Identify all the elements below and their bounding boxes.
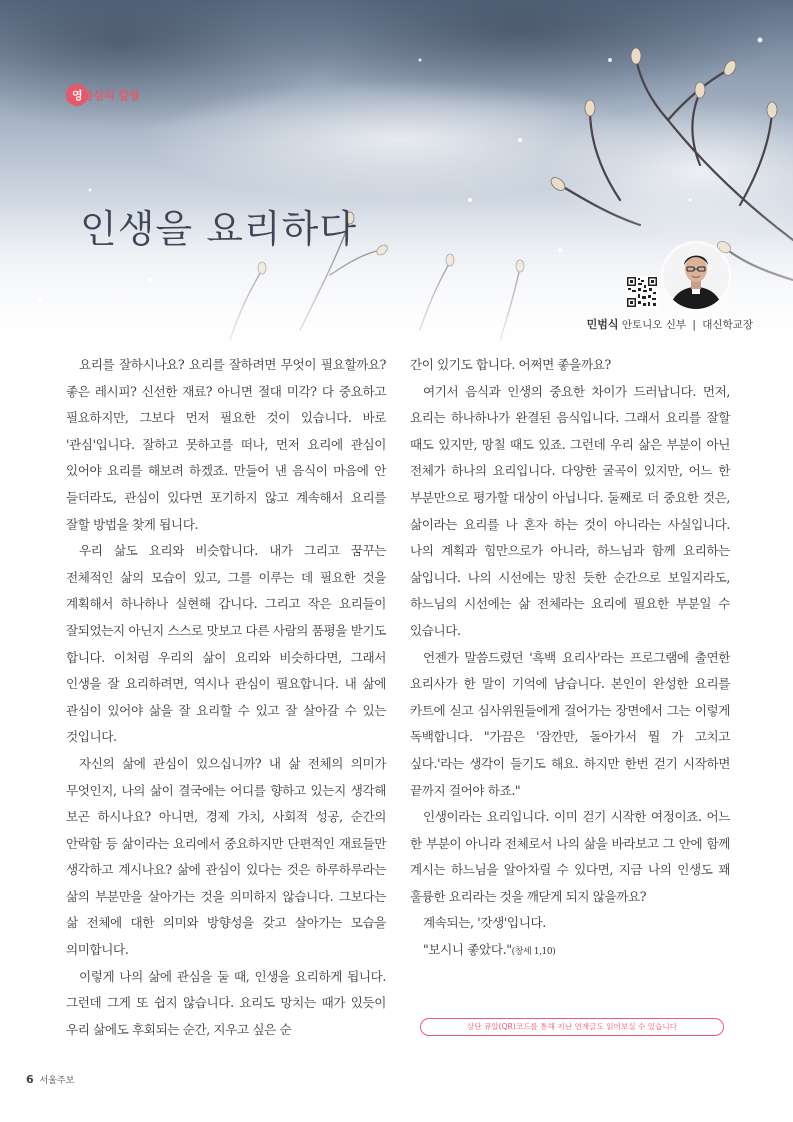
paragraph: 계속되는, '갓생'입니다.	[423, 915, 546, 931]
author-portrait-illustration	[663, 243, 729, 309]
article-column-right	[410, 352, 730, 966]
publication-name: 서울주보	[39, 1076, 75, 1086]
verse-reference: (창세 1,10)	[511, 947, 556, 958]
author-separator: |	[692, 319, 696, 331]
paragraph: 우리 삶도 요리와 비슷합니다. 내가 그리고 꿈꾸는 전체적인 삶의 모습이 있고, 그를 이루는 데 필요한 것을 계획해서 하나하나 실현해 갑니다. 그리고 작은 요리들이 잘되었는지 아닌지 스스로 맛보고 다른 사람의 품평을 받기도 합니다. 이처럼 우리의 삶이 요리와 비슷하다면, 그래서 인생을 잘 요리하려면, 역시나 관심이 필요합니다. 내 삶에 관심이 있어야 삶을 잘 요리할 수 있고 잘 살아갈 수 있는 것입니다.	[66, 543, 386, 745]
paragraph: 여기서 음식과 인생의 중요한 차이가 드러납니다. 먼저, 요리는 하나하나가 완결된 음식입니다. 그래서 요리를 잘할 때도 있지만, 망칠 때도 있죠. 그런데 우리 삶은 부분이 아닌 전체가 하나의 요리입니다. 다양한 굴곡이 있지만, 어느 한 부분만으로 평가할 대상이 아닙니다. 둘째로 더 중요한 것은, 삶이라는 요리를 나 혼자 하는 것이 아니라는 사실입니다. 나의 계획과 힘만으로가 아니라, 하느님과 함께 요리하는 삶입니다. 나의 시선에는 망친 듯한 순간으로 보일지라도, 하느님의 시선에는 삶 전체라는 요리에 필요한 부분일 수 있습니다.	[410, 383, 730, 638]
qr-notice-banner: 상단 큐알(QR)코드를 통해 지난 연재글도 읽어보실 수 있습니다	[420, 1018, 724, 1036]
section-title	[72, 87, 140, 103]
paragraph: 간이 있기도 합니다. 어쩌면 좋을까요?	[410, 357, 611, 372]
author-baptismal-name: 안토니오 신부	[621, 319, 687, 331]
bible-verse	[410, 937, 730, 966]
paragraph: 요리를 잘하시나요? 요리를 잘하려면 무엇이 필요할까요? 좋은 레시피? 신선한 재료? 아니면 절대 미각? 다 중요하고 필요하지만, 그보다 먼저 필요한 것이 있습니다. 바로 '관심'입니다. 잘하고 못하고를 떠나, 먼저 요리에 관심이 있어야 요리를 해보려 하겠죠. 만들어 낸 음식이 마음에 안 들더라도, 관심이 있다면 포기하지 않고 계속해서 요리를 잘할 방법을 찾게 됩니다.	[66, 357, 386, 532]
author-byline	[587, 316, 753, 332]
article-column-left	[66, 352, 386, 1043]
section-label	[66, 83, 150, 107]
paragraph: 언젠가 말씀드렸던 '흑백 요리사'라는 프로그램에 출연한 요리사가 한 말이 기억에 남습니다. 본인이 완성한 요리를 카트에 싣고 심사위원들에게 걸어가는 장면에서 그는 이렇게 독백합니다. "가끔은 '잠깐만, 돌아가서 뭘 가 고치고 싶다.'라는 생각이 들기도 해요. 하지만 한번 걷기 시작하면 끝까지 걸어야 하죠."	[410, 649, 730, 798]
paragraph: 이렇게 나의 삶에 관심을 둘 때, 인생을 요리하게 됩니다. 그런데 그게 또 쉽지 않습니다. 요리도 망치는 때가 있듯이 우리 삶에도 후회되는 순간, 지우고 싶은 순	[66, 968, 386, 1037]
author-position: 대신학교장	[702, 319, 753, 331]
paragraph: 인생이라는 요리입니다. 이미 걷기 시작한 여정이죠. 어느 한 부분이 아니라 전체로서 나의 삶을 바라보고 그 안에 함께 계시는 하느님을 알아차릴 수 있다면, 지금 나의 인생도 꽤 훌륭한 요리라는 것을 깨닫게 되지 않을까요?	[410, 809, 730, 904]
hero-image	[0, 0, 793, 360]
section-title-first-char: 영	[72, 89, 83, 102]
verse-text: "보시니 좋았다."	[423, 942, 512, 958]
page-number: 6	[26, 1073, 34, 1086]
snowy-magnolia-branches-illustration	[0, 0, 793, 360]
qr-code-icon[interactable]	[626, 276, 658, 308]
author-portrait	[663, 243, 729, 309]
paragraph: 자신의 삶에 관심이 있으십니까? 내 삶 전체의 의미가 무엇인지, 나의 삶이 결국에는 어디를 향하고 있는지 생각해 보곤 하시나요? 아니면, 경제 가치, 사회적 성공, 순간의 안락함 등 삶이라는 요리에서 중요하지만 단편적인 재료들만 생각하고 계시나요? 삶에 관심이 있다는 것은 하루하루라는 삶의 부분만을 살아가는 것을 의미하지 않습니다. 그보다는 삶 전체에 대한 의미와 방향성을 갖고 살아가는 모습을 의미합니다.	[66, 755, 386, 958]
page-footer	[26, 1073, 74, 1086]
section-title-rest: 성심리 칼럼	[82, 89, 140, 102]
author-name: 민범식	[586, 318, 619, 331]
article-title: 인생을 요리하다	[80, 207, 358, 251]
